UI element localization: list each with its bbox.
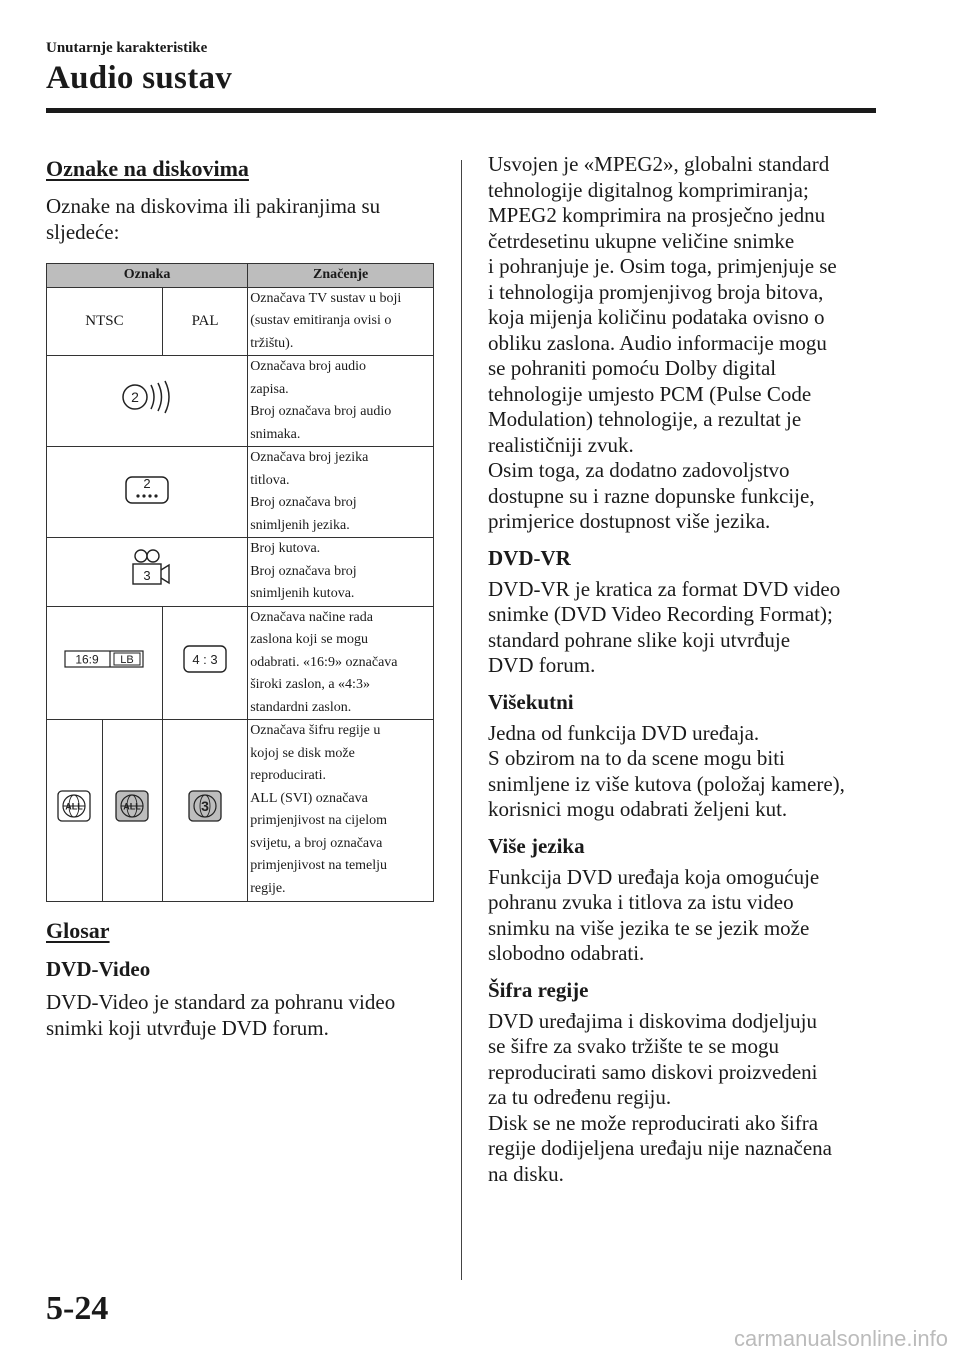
svg-text:ALL: ALL bbox=[123, 801, 142, 812]
dvd-video-heading: DVD-Video bbox=[46, 957, 151, 981]
chapter-label: Unutarnje karakteristike bbox=[46, 40, 208, 56]
table-row-description: Označava broj audio zapisa. Broj označava broj audio snimaka. bbox=[248, 356, 434, 447]
ntsc-label: NTSC bbox=[47, 287, 163, 356]
widescreen-lb-icon bbox=[47, 606, 163, 720]
subtitle-languages-icon bbox=[47, 447, 248, 538]
svg-text:LB: LB bbox=[120, 653, 135, 666]
dvd-vr-heading: DVD-VR bbox=[488, 545, 571, 570]
region-code-heading: Šifra regije bbox=[488, 977, 589, 1002]
table-row-description: Broj kutova. Broj označava broj snimljenih kutova. bbox=[248, 538, 434, 607]
audio-tracks-icon bbox=[47, 356, 248, 447]
svg-text:4 : 3: 4 : 3 bbox=[192, 651, 218, 667]
page-number: 5-24 bbox=[46, 1290, 109, 1327]
table-row-description: Označava broj jezika titlova. Broj označava broj snimljenih jezika. bbox=[248, 447, 434, 538]
watermark: carmanualsonline.info bbox=[733, 1326, 948, 1351]
svg-text:3: 3 bbox=[201, 798, 209, 815]
disc-marks-table bbox=[46, 263, 434, 902]
svg-text:ALL: ALL bbox=[65, 801, 84, 812]
dvd-video-text: DVD-Video je standard za pohranu video snimki koji utvrđuje DVD forum. bbox=[46, 990, 396, 1040]
multi-angle-heading: Višekutni bbox=[488, 689, 574, 714]
svg-text:2: 2 bbox=[143, 475, 151, 491]
table-row bbox=[47, 356, 434, 447]
disc-marks-heading: Oznake na diskovima bbox=[46, 156, 249, 181]
disc-marks-intro: Oznake na diskovima ili pakiranjima su sljedeće: bbox=[46, 194, 381, 244]
column-divider bbox=[461, 160, 462, 1280]
table-header-row bbox=[47, 264, 434, 288]
pal-label: PAL bbox=[162, 287, 247, 356]
table-row-description: Označava načine rada zaslona koji se mogu odabrati. «16:9» označava široki zaslon, a «4:3» standardni zaslon. bbox=[248, 606, 434, 720]
table-row-description: Označava TV sustav u boji (sustav emitiranja ovisi o tržištu). bbox=[248, 287, 434, 356]
header-divider bbox=[46, 108, 876, 113]
standard-screen-icon bbox=[162, 606, 247, 720]
table-row-description: Označava šifru regije u kojoj se disk može reproducirati. ALL (SVI) označava primjenjivost na cijelom svijetu, a broj označava primjenjivost na temelju regije. bbox=[248, 720, 434, 902]
table-row bbox=[47, 287, 434, 356]
multi-language-heading: Više jezika bbox=[488, 833, 585, 858]
table-row bbox=[47, 606, 434, 720]
region-number-icon bbox=[162, 720, 247, 902]
multi-angle-paragraph: Jedna od funkcija DVD uređaja. S obzirom na to da scene mogu biti snimljene iz više kutova (položaj kamere), korisnici mogu odabrati željeni kut. bbox=[488, 720, 845, 821]
camera-angles-icon bbox=[47, 538, 248, 607]
region-all-icon bbox=[47, 720, 103, 902]
dvd-vr-paragraph: DVD-VR je kratica za format DVD video snimke (DVD Video Recording Format); standard pohrane slike koji utvrđuje DVD forum. bbox=[488, 576, 841, 677]
svg-text:3: 3 bbox=[143, 567, 151, 583]
region-all-icon-alt bbox=[102, 720, 162, 902]
page-title: Audio sustav bbox=[46, 60, 233, 96]
svg-text:2: 2 bbox=[131, 388, 139, 405]
table-header-meaning: Značenje bbox=[248, 264, 434, 288]
glossary-heading: Glosar bbox=[46, 918, 110, 943]
region-code-paragraph: DVD uređajima i diskovima dodjeljuju se šifre za svako tržište te se mogu reproducirati samo diskovi proizvedeni za tu određenu regiju. Disk se ne može reproducirati ako šifra regije dodijeljena uređaju nije naznačena na disku. bbox=[488, 1008, 832, 1186]
left-column bbox=[46, 152, 436, 1041]
table-row bbox=[47, 447, 434, 538]
table-row bbox=[47, 538, 434, 607]
mpeg-paragraph: Usvojen je «MPEG2», globalni standard tehnologije digitalnog komprimiranja; MPEG2 komprimira na prosječno jednu četrdesetinu ukupne veličine snimke i pohranjuje je. Osim toga, primjenjuje se i tehnologija promjenjivog broja bitova, koja mijenja količinu podataka ovisno o obliku zaslona. Audio informacije mogu se pohraniti pomoću Dolby digital tehnologije umjesto PCM (Pulse Code Modulation) tehnologije, a rezultat je realističniji zvuk. Osim toga, za dodatno zadovoljstvo dostupne su i razne dopunske funkcije, primjerice dostupnost više jezika. bbox=[488, 152, 837, 533]
multi-language-paragraph: Funkcija DVD uređaja koja omogućuje pohranu zvuka i titlova za istu video snimku na više jezika te se jezik može slobodno odabrati. bbox=[488, 864, 820, 965]
table-header-mark: Oznaka bbox=[47, 264, 248, 288]
table-row bbox=[47, 720, 434, 902]
svg-text:16:9: 16:9 bbox=[75, 652, 100, 666]
right-column bbox=[488, 152, 878, 1187]
